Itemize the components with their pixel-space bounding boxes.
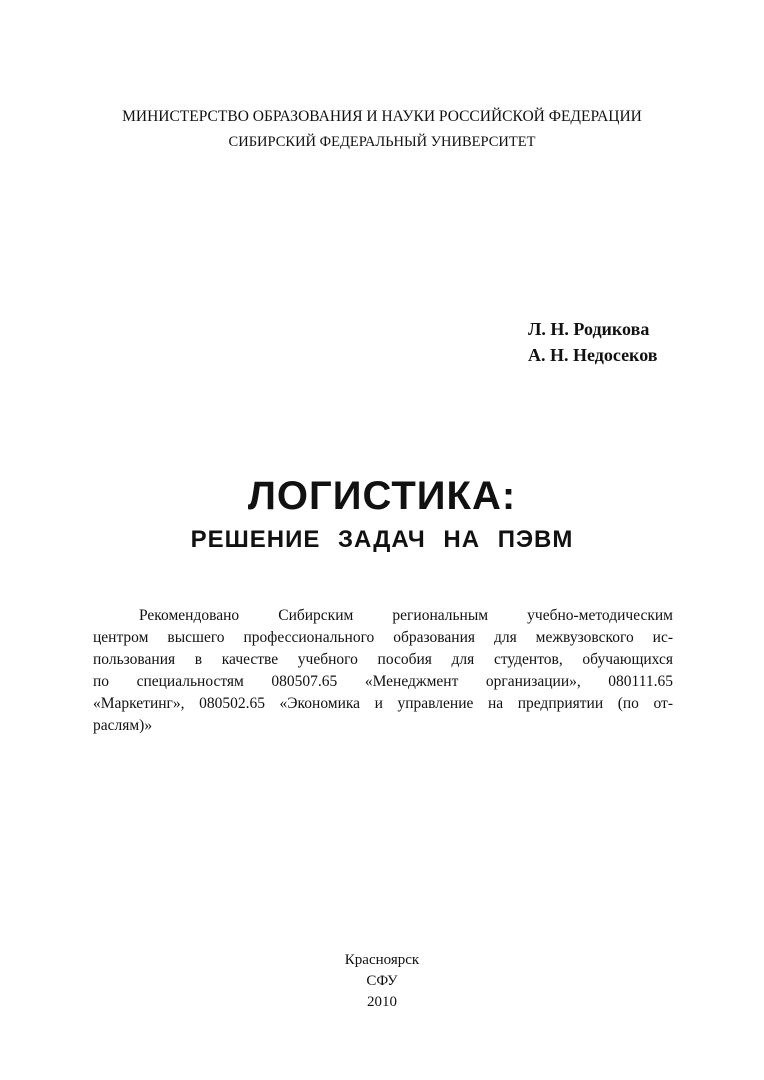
recommendation-line: Рекомендовано Сибирским региональным учебно-методическим [139,607,673,624]
recommendation-line: центром высшего профессионального образования для межвузовского ис- [93,629,673,646]
author-name: А. Н. Недосеков [528,345,658,365]
recommendation-paragraph [93,605,673,737]
ministry-heading: МИНИСТЕРСТВО ОБРАЗОВАНИЯ И НАУКИ РОССИЙСКОЙ ФЕДЕРАЦИИ [122,108,642,125]
recommendation-line: раслям)» [93,717,153,734]
imprint-city: Красноярск [344,952,420,968]
imprint-block [0,950,764,1013]
imprint-year: 2010 [367,994,397,1010]
book-title: ЛОГИСТИКА: [247,474,517,518]
university-heading: СИБИРСКИЙ ФЕДЕРАЛЬНЫЙ УНИВЕРСИТЕТ [228,134,536,150]
author-name: Л. Н. Родикова [528,319,650,339]
recommendation-line: по специальностям 080507.65 «Менеджмент организации», 080111.65 [93,673,673,690]
authors-block [528,316,657,368]
imprint-publisher: СФУ [366,973,398,989]
book-subtitle: РЕШЕНИЕ ЗАДАЧ НА ПЭВМ [190,526,574,553]
recommendation-line: «Маркетинг», 080502.65 «Экономика и управление на предприятии (по от- [93,695,673,712]
recommendation-line: пользования в качестве учебного пособия для студентов, обучающихся [93,651,673,668]
